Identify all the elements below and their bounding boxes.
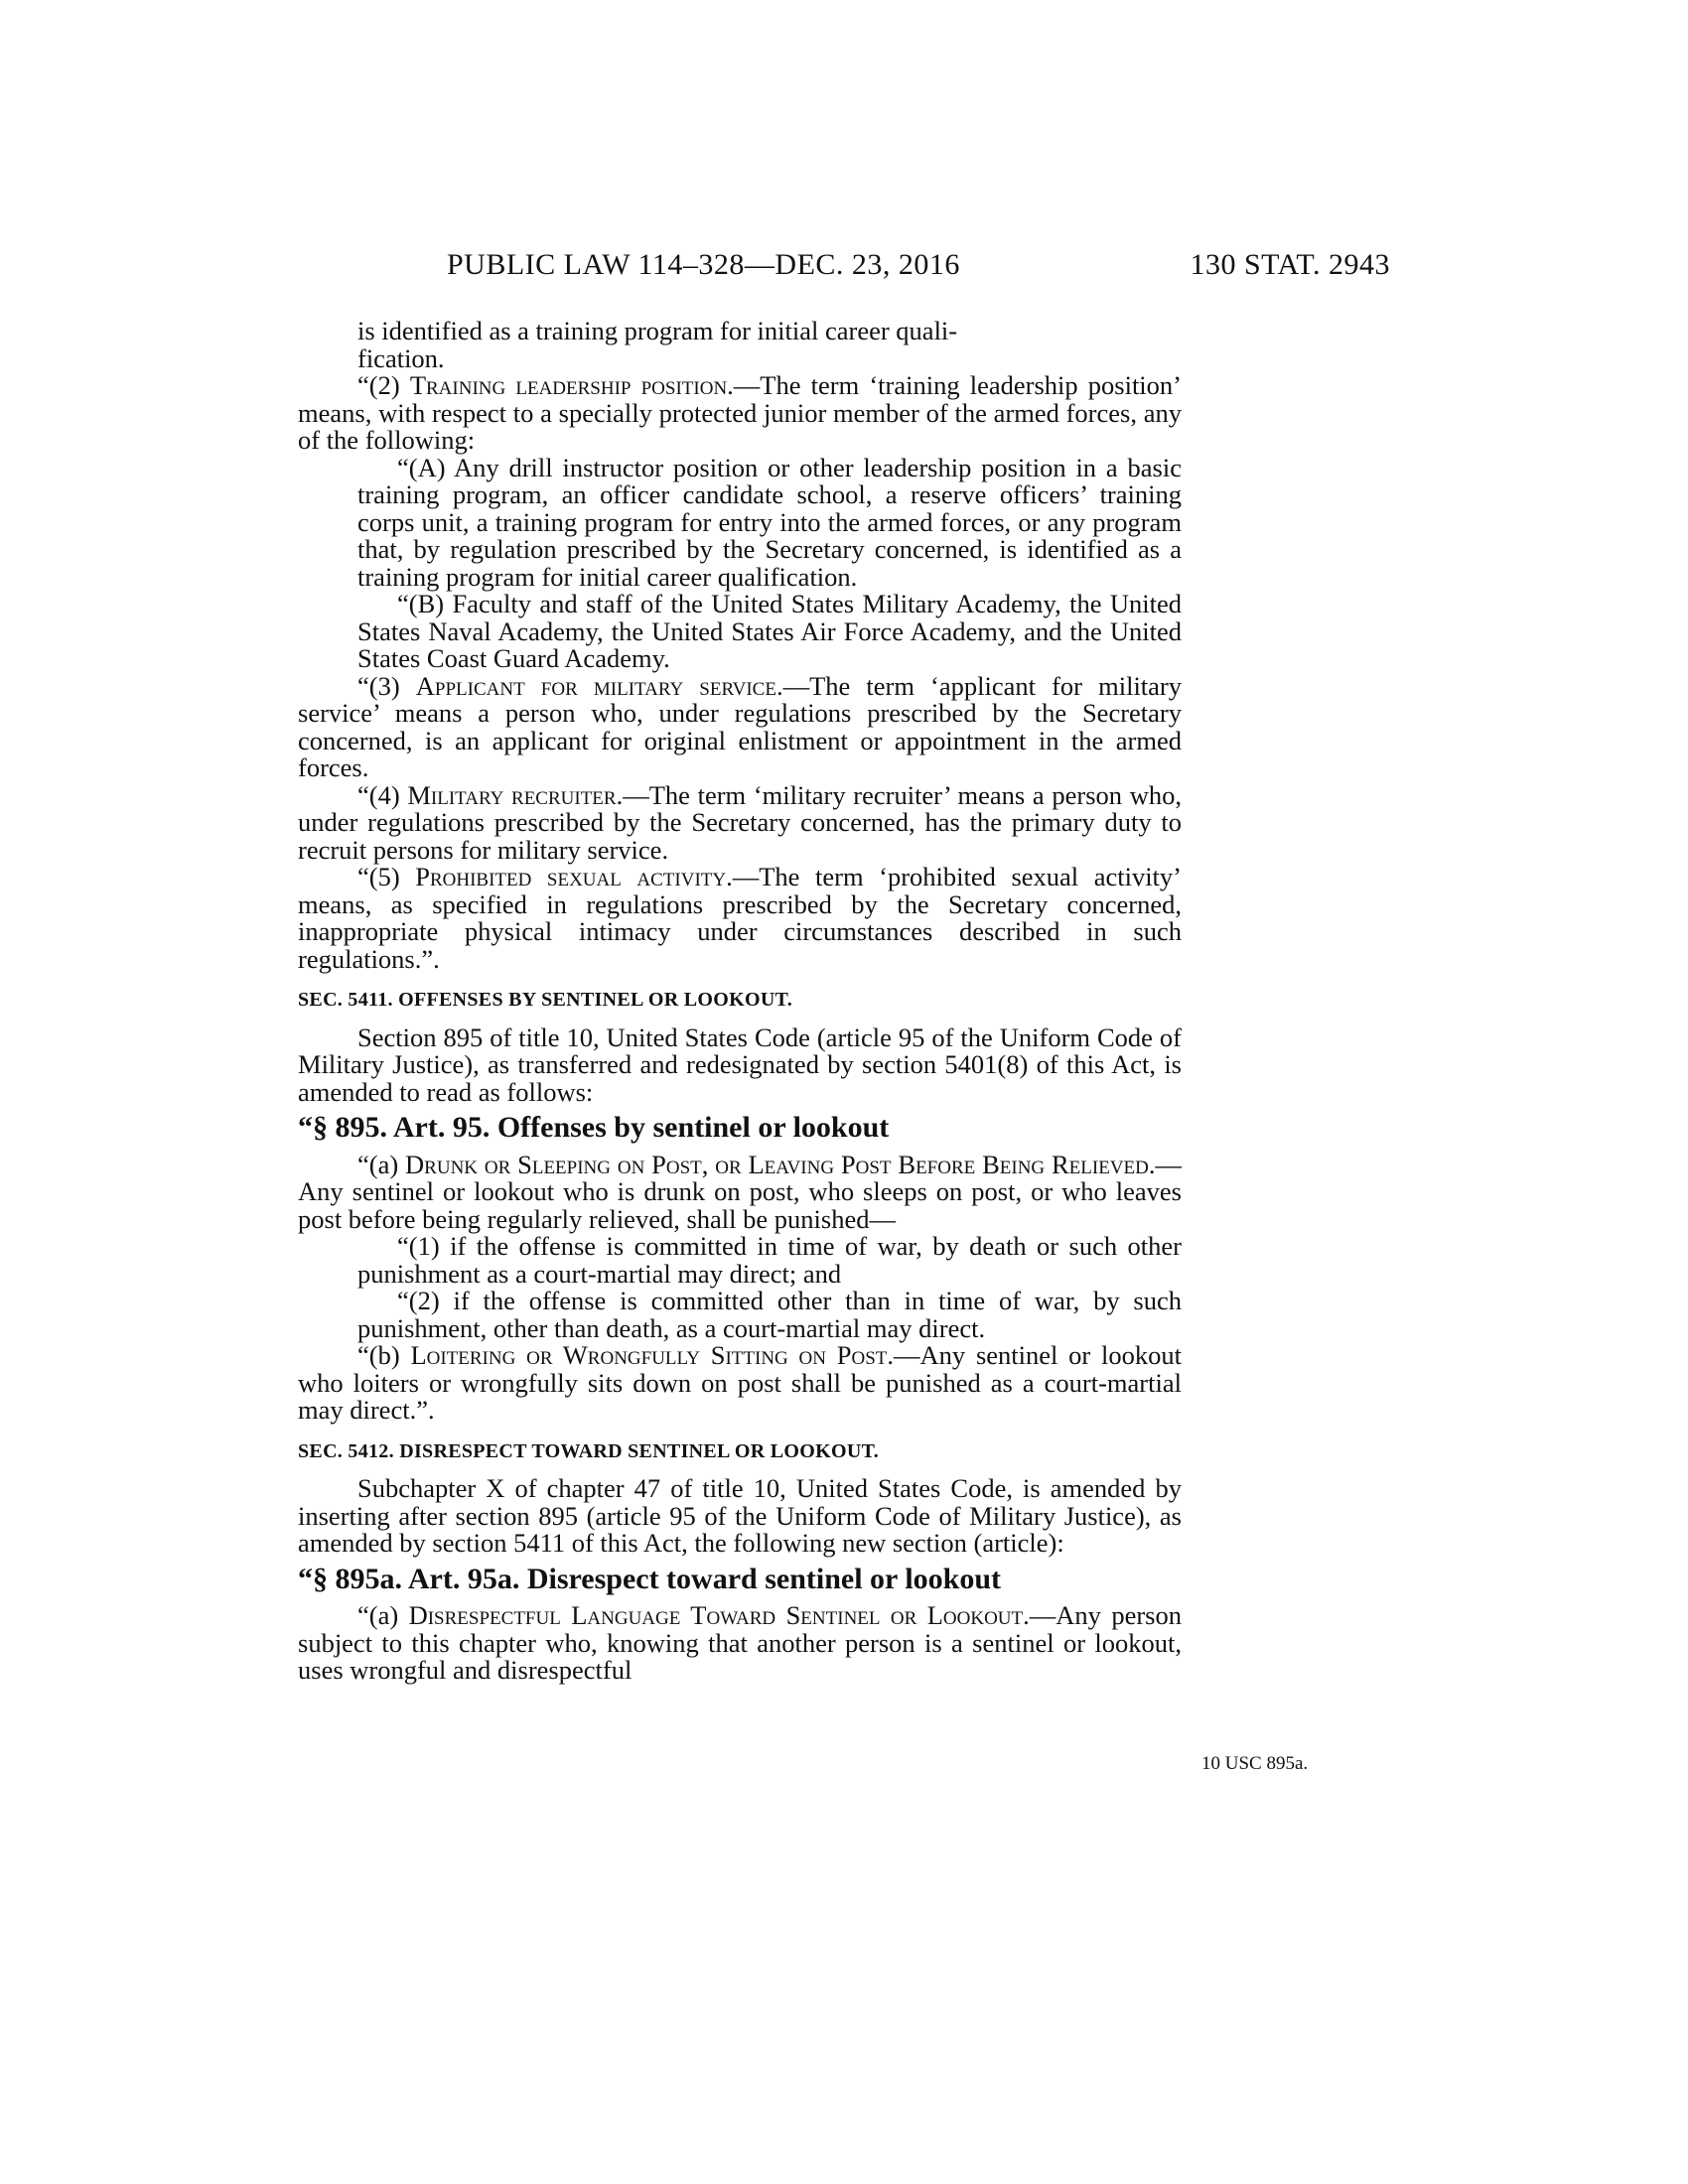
document-body — [298, 318, 1182, 1685]
subsection-895-b — [298, 1342, 1182, 1425]
para-number: “(a) — [357, 1600, 409, 1630]
running-head-title: PUBLIC LAW 114–328—DEC. 23, 2016 — [447, 248, 960, 281]
para-number: “(3) — [357, 670, 416, 701]
section-5411-body: Section 895 of title 10, United States Code (article 95 of the Uniform Code of Military Justice), as transferred and redesignated by section 5401(8) of this Act, is amended to read as follows: — [298, 1022, 1182, 1107]
page-number: 130 STAT. 2943 — [1190, 248, 1390, 281]
definition-2 — [298, 372, 1182, 455]
para-number: “(5) — [357, 862, 416, 891]
para-text: .—Any sentinel or lookout who is drunk on post, who sleeps on post, or who leaves post before being regularly relieved, shall be punished— — [298, 1149, 1182, 1234]
running-head — [298, 248, 1390, 292]
definition-2-B: “(B) Faculty and staff of the United States Military Academy, the United States Naval Academy, the United States Air Force Academy, and the United States Coast Guard Academy. — [357, 589, 1182, 673]
para-text: .—The term ‘applicant for military service’ means a person who, under regulations prescribed by the Secretary concerned, is an applicant for original enlistment or appointment in the armed forces. — [298, 670, 1183, 782]
paragraph-895-a-1: “(1) if the offense is committed in time of war, by death or such other punishment as a court-martial may direct; and — [357, 1231, 1182, 1289]
margin-citation: 10 USC 895a. — [1201, 1753, 1309, 1774]
para-text: .—Any person subject to this chapter who, knowing that another person is a sentinel or lookout, uses wrongful and disrespectful — [298, 1600, 1182, 1685]
subsection-895a-a — [298, 1602, 1182, 1685]
para-number: “(b) — [357, 1340, 411, 1370]
section-title-895a: “§ 895a. Art. 95a. Disrespect toward sentinel or lookout — [298, 1562, 1002, 1595]
para-text: .—The term ‘military recruiter’ means a person who, under regulations prescribed by the Secretary concerned, has the primary duty to recruit persons for military service. — [298, 779, 1182, 865]
para-heading: Applicant for military service — [415, 670, 776, 701]
para-number: “(4) — [357, 779, 408, 810]
para-number: “(a) — [357, 1149, 406, 1179]
para-heading: Military recruiter — [407, 779, 617, 810]
para-heading: Drunk or Sleeping on Post, or Leaving Post Before Being Relieved — [405, 1149, 1149, 1179]
para-text: .—The term ‘prohibited sexual activity’ means, as specified in regulations prescribed by the Secretary concerned, inappropriate physical intimacy under circumstances described in such regulations.”. — [298, 862, 1182, 974]
text-line: is identified as a training program for initial career quali- — [357, 316, 958, 345]
definition-5 — [298, 864, 1182, 973]
para-heading: Prohibited sexual activity — [415, 862, 727, 891]
text-line: fication. — [357, 342, 445, 373]
para-text: .—The term ‘training leadership position’ means, with respect to a specially protected junior member of the armed forces, any of the following: — [298, 370, 1182, 455]
section-heading-5412: SEC. 5412. DISRESPECT TOWARD SENTINEL OR LOOKOUT. — [298, 1439, 880, 1462]
paragraph-continued — [298, 318, 1182, 372]
para-heading: Training leadership position — [409, 370, 728, 400]
definition-2-A: “(A) Any drill instructor position or other leadership position in a basic training program, an officer candidate school, a reserve officers’ training corps unit, a training program for entry into the armed forces, or any program that, by regulation prescribed by the Secretary concerned, is identified as a training program for initial career qualification. — [357, 452, 1182, 592]
definition-3 — [298, 670, 1183, 782]
para-text: .—Any sentinel or lookout who loiters or wrongfully sits down on post shall be punished as a court-martial may direct.”. — [298, 1340, 1182, 1425]
paragraph-895-a-2: “(2) if the offense is committed other than in time of war, by such punishment, other than death, as a court-martial may direct. — [357, 1286, 1182, 1343]
section-title-895: “§ 895. Art. 95. Offenses by sentinel or lookout — [298, 1111, 890, 1144]
subsection-895-a — [298, 1149, 1182, 1234]
definition-4 — [298, 779, 1182, 865]
para-heading: Disrespectful Language Toward Sentinel or Lookout — [408, 1600, 1024, 1630]
section-heading-5411: SEC. 5411. OFFENSES BY SENTINEL OR LOOKOUT. — [298, 989, 793, 1011]
para-number: “(2) — [357, 370, 410, 400]
para-heading: Loitering or Wrongfully Sitting on Post — [410, 1340, 888, 1370]
section-5412-body: Subchapter X of chapter 47 of title 10, United States Code, is amended by inserting after section 895 (article 95 of the Uniform Code of Military Justice), as amended by section 5411 of this Act, the following new section (article): — [298, 1473, 1182, 1558]
